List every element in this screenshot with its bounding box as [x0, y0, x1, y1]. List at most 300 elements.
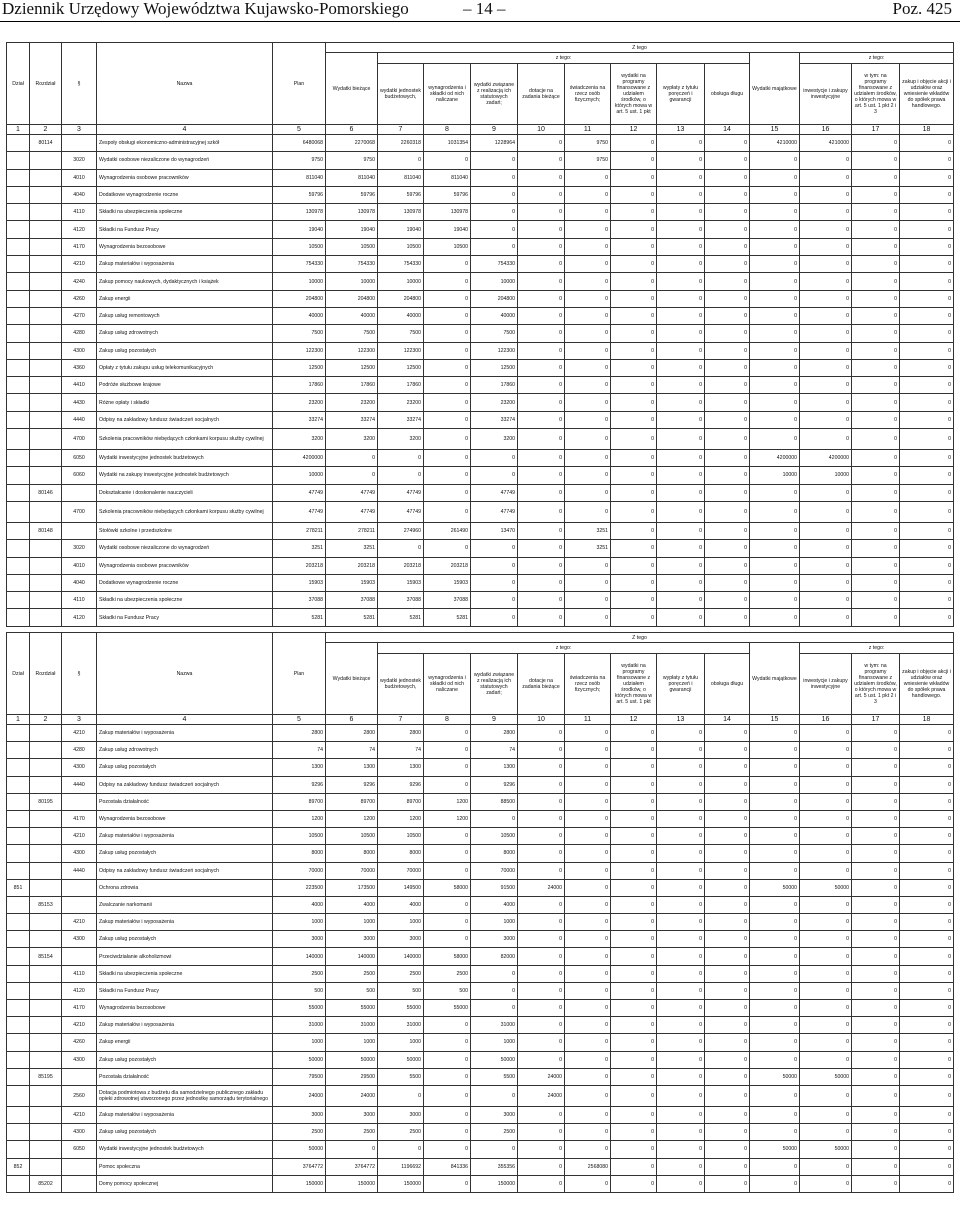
cell-dzial [7, 931, 30, 948]
cell-paragraf: 3020 [62, 540, 97, 557]
cell-value: 0 [565, 359, 611, 376]
cell-value: 2800 [378, 725, 424, 742]
cell-value: 15903 [326, 574, 378, 591]
table-row [7, 1051, 954, 1068]
table-row [7, 290, 954, 307]
column-number: 11 [565, 125, 611, 135]
header-nazwa: Nazwa [97, 43, 273, 125]
cell-value: 0 [657, 845, 705, 862]
cell-value: 50000 [750, 1068, 800, 1085]
cell-value: 0 [750, 896, 800, 913]
cell-value: 0 [657, 204, 705, 221]
cell-value: 0 [518, 307, 565, 324]
cell-value: 10000 [471, 273, 518, 290]
cell-value: 0 [518, 1158, 565, 1175]
cell-value: 0 [852, 1106, 900, 1123]
cell-nazwa: Pomoc społeczna [97, 1158, 273, 1175]
cell-nazwa: Wynagrodzenia osobowe pracowników [97, 169, 273, 186]
cell-value: 0 [705, 1085, 750, 1106]
cell-value: 24000 [518, 1068, 565, 1085]
table-row [7, 1158, 954, 1175]
cell-paragraf: 4270 [62, 307, 97, 324]
cell-nazwa: Zakup materiałów i wyposażenia [97, 725, 273, 742]
cell-nazwa: Zakup usług remontowych [97, 307, 273, 324]
cell-value: 0 [518, 965, 565, 982]
cell-value: 1200 [326, 810, 378, 827]
cell-value: 50000 [471, 1051, 518, 1068]
cell-rozdzial [30, 377, 62, 394]
cell-value: 0 [750, 204, 800, 221]
cell-value: 0 [565, 914, 611, 931]
cell-nazwa: Różne opłaty i składki [97, 394, 273, 411]
cell-value: 0 [326, 1141, 378, 1158]
column-number: 8 [424, 715, 471, 725]
cell-value: 0 [750, 1017, 800, 1034]
cell-value: 47749 [326, 501, 378, 522]
cell-value: 0 [657, 342, 705, 359]
cell-rozdzial [30, 307, 62, 324]
header-wynagrodzenia: wynagrodzenia i składki od nich naliczane [424, 64, 471, 125]
cell-value: 0 [657, 1124, 705, 1141]
cell-nazwa: Dodatkowe wynagrodzenie roczne [97, 186, 273, 203]
cell-value: 0 [565, 186, 611, 203]
table-row [7, 450, 954, 467]
cell-value: 0 [750, 411, 800, 428]
journal-title: Dziennik Urzędowy Województwa Kujawsko-Pomorskiego [2, 0, 409, 18]
cell-value: 0 [800, 256, 852, 273]
cell-value: 59796 [424, 186, 471, 203]
cell-value: 0 [611, 467, 657, 484]
cell-value: 0 [800, 1017, 852, 1034]
cell-value: 0 [800, 1175, 852, 1192]
cell-value: 5500 [378, 1068, 424, 1085]
cell-value: 0 [852, 394, 900, 411]
cell-rozdzial [30, 965, 62, 982]
cell-value: 0 [750, 914, 800, 931]
cell-value: 0 [900, 450, 954, 467]
cell-value: 0 [611, 862, 657, 879]
header-wydatki-biezace: Wydatki bieżące [326, 643, 378, 715]
cell-value: 0 [705, 759, 750, 776]
header-dlug: obsługa długu [705, 64, 750, 125]
cell-value: 0 [750, 522, 800, 539]
header-dzial: Dział [7, 43, 30, 125]
cell-value: 0 [852, 256, 900, 273]
cell-value: 0 [900, 862, 954, 879]
cell-value: 3251 [326, 540, 378, 557]
cell-value: 0 [900, 256, 954, 273]
cell-value: 15903 [273, 574, 326, 591]
column-number-row [7, 715, 954, 725]
cell-value: 0 [900, 135, 954, 152]
cell-value: 0 [800, 574, 852, 591]
cell-value: 0 [852, 450, 900, 467]
budget-table-sheet-a [6, 42, 953, 628]
cell-rozdzial [30, 204, 62, 221]
cell-value: 0 [565, 204, 611, 221]
cell-value: 0 [424, 1106, 471, 1123]
cell-nazwa: Dokształcanie i doskonalenie nauczycieli [97, 484, 273, 501]
cell-rozdzial [30, 152, 62, 169]
cell-value: 3000 [326, 931, 378, 948]
cell-nazwa: Stołówki szkolne i przedszkolne [97, 522, 273, 539]
cell-value: 0 [800, 914, 852, 931]
cell-value: 19040 [424, 221, 471, 238]
cell-value: 0 [705, 501, 750, 522]
cell-value: 0 [424, 1034, 471, 1051]
cell-value: 0 [900, 273, 954, 290]
cell-value: 40000 [326, 307, 378, 324]
cell-value: 47749 [273, 501, 326, 522]
cell-value: 0 [900, 776, 954, 793]
cell-rozdzial: 85195 [30, 1068, 62, 1085]
cell-nazwa: Składki na Fundusz Pracy [97, 221, 273, 238]
cell-value: 0 [518, 1106, 565, 1123]
cell-value: 150000 [273, 1175, 326, 1192]
cell-value: 0 [657, 1051, 705, 1068]
cell-value: 0 [800, 793, 852, 810]
cell-value: 0 [750, 725, 800, 742]
header-plan: Plan [273, 43, 326, 125]
cell-rozdzial [30, 450, 62, 467]
cell-value: 0 [705, 742, 750, 759]
cell-nazwa: Zakup materiałów i wyposażenia [97, 1017, 273, 1034]
cell-nazwa: Wynagrodzenia bezosobowe [97, 810, 273, 827]
cell-paragraf: 4440 [62, 862, 97, 879]
cell-value: 8000 [378, 845, 424, 862]
cell-dzial [7, 540, 30, 557]
cell-value: 0 [900, 810, 954, 827]
cell-value: 0 [657, 238, 705, 255]
table-row [7, 342, 954, 359]
cell-dzial [7, 1175, 30, 1192]
cell-value: 0 [900, 290, 954, 307]
cell-value: 0 [565, 896, 611, 913]
header-dzial: Dział [7, 633, 30, 715]
cell-value: 1300 [471, 759, 518, 776]
cell-value: 0 [705, 522, 750, 539]
cell-nazwa: Przeciwdziałanie alkoholizmowi [97, 948, 273, 965]
cell-value: 40000 [471, 307, 518, 324]
cell-value: 0 [471, 540, 518, 557]
cell-value: 10000 [750, 467, 800, 484]
header-z-tego: Z tego [326, 633, 954, 643]
header-z-tego-biezace: z tego: [378, 53, 750, 64]
cell-value: 0 [750, 1124, 800, 1141]
cell-value: 3200 [273, 429, 326, 450]
cell-value: 0 [705, 307, 750, 324]
cell-value: 0 [471, 204, 518, 221]
column-number: 1 [7, 715, 30, 725]
cell-value: 0 [900, 1017, 954, 1034]
cell-value: 33274 [326, 411, 378, 428]
cell-value: 13470 [471, 522, 518, 539]
cell-value: 0 [424, 896, 471, 913]
cell-value: 0 [705, 1175, 750, 1192]
cell-value: 841336 [424, 1158, 471, 1175]
cell-value: 0 [518, 152, 565, 169]
cell-value: 0 [518, 1124, 565, 1141]
cell-value: 10000 [273, 467, 326, 484]
cell-value: 754330 [326, 256, 378, 273]
cell-value: 0 [518, 290, 565, 307]
page-number: – 14 – [463, 0, 506, 18]
cell-value: 0 [657, 742, 705, 759]
cell-value: 0 [852, 896, 900, 913]
cell-value: 0 [565, 776, 611, 793]
cell-dzial [7, 759, 30, 776]
cell-value: 55000 [326, 1000, 378, 1017]
table-row [7, 592, 954, 609]
header-rozdzial: Rozdział [30, 633, 62, 715]
cell-value: 0 [518, 273, 565, 290]
table-row [7, 135, 954, 152]
cell-value: 3000 [471, 1106, 518, 1123]
cell-dzial [7, 307, 30, 324]
cell-paragraf: 4260 [62, 1034, 97, 1051]
cell-value: 0 [657, 169, 705, 186]
cell-value: 0 [565, 742, 611, 759]
cell-value: 0 [800, 186, 852, 203]
header-paragraf: § [62, 43, 97, 125]
cell-rozdzial [30, 290, 62, 307]
cell-rozdzial [30, 394, 62, 411]
cell-value: 0 [800, 862, 852, 879]
cell-value: 0 [705, 1124, 750, 1141]
cell-value: 24000 [273, 1085, 326, 1106]
cell-value: 55000 [378, 1000, 424, 1017]
cell-value: 0 [424, 1085, 471, 1106]
cell-value: 17860 [378, 377, 424, 394]
cell-value: 0 [518, 609, 565, 626]
table-row [7, 862, 954, 879]
table-row [7, 1141, 954, 1158]
cell-value: 0 [800, 1106, 852, 1123]
cell-value: 0 [565, 450, 611, 467]
cell-value: 0 [657, 725, 705, 742]
cell-value: 0 [518, 450, 565, 467]
cell-dzial [7, 501, 30, 522]
cell-value: 0 [611, 411, 657, 428]
cell-value: 0 [657, 429, 705, 450]
cell-paragraf: 4110 [62, 965, 97, 982]
cell-value: 150000 [378, 1175, 424, 1192]
cell-value: 0 [852, 1017, 900, 1034]
header-inwestycje: inwestycje i zakupy inwestycyjne [800, 654, 852, 715]
cell-value: 0 [900, 1175, 954, 1192]
cell-value: 0 [900, 574, 954, 591]
table-row [7, 411, 954, 428]
cell-value: 70000 [273, 862, 326, 879]
cell-value: 149500 [378, 879, 424, 896]
cell-value: 37088 [424, 592, 471, 609]
cell-value: 0 [657, 1000, 705, 1017]
cell-dzial [7, 948, 30, 965]
cell-value: 9296 [471, 776, 518, 793]
cell-value: 1200 [424, 810, 471, 827]
cell-dzial [7, 429, 30, 450]
cell-value: 0 [518, 725, 565, 742]
column-number: 4 [97, 125, 273, 135]
cell-value: 0 [800, 169, 852, 186]
cell-nazwa: Zakup materiałów i wyposażenia [97, 828, 273, 845]
cell-value: 0 [611, 307, 657, 324]
cell-value: 0 [750, 1175, 800, 1192]
cell-nazwa: Wydatki inwestycyjne jednostek budżetowych [97, 450, 273, 467]
cell-dzial [7, 342, 30, 359]
cell-value: 0 [565, 394, 611, 411]
cell-value: 0 [750, 256, 800, 273]
cell-value: 0 [565, 592, 611, 609]
cell-paragraf [62, 879, 97, 896]
cell-paragraf [62, 948, 97, 965]
cell-value: 0 [900, 1000, 954, 1017]
cell-value: 0 [424, 307, 471, 324]
cell-value: 0 [611, 169, 657, 186]
column-number: 13 [657, 715, 705, 725]
cell-value: 0 [705, 1034, 750, 1051]
cell-value: 0 [750, 557, 800, 574]
cell-value: 0 [471, 169, 518, 186]
cell-value: 0 [565, 574, 611, 591]
cell-value: 0 [518, 411, 565, 428]
cell-value: 0 [900, 1034, 954, 1051]
cell-value: 500 [326, 982, 378, 999]
column-number: 9 [471, 715, 518, 725]
cell-paragraf [62, 1158, 97, 1175]
cell-value: 0 [705, 1051, 750, 1068]
cell-nazwa: Ochrona zdrowia [97, 879, 273, 896]
cell-value: 5281 [273, 609, 326, 626]
cell-dzial [7, 411, 30, 428]
cell-value: 0 [471, 574, 518, 591]
cell-value: 0 [657, 965, 705, 982]
cell-value: 0 [852, 501, 900, 522]
cell-nazwa: Odpisy na zakładowy fundusz świadczeń socjalnych [97, 862, 273, 879]
cell-value: 0 [611, 135, 657, 152]
cell-value: 130978 [326, 204, 378, 221]
cell-value: 0 [705, 965, 750, 982]
cell-value: 24000 [326, 1085, 378, 1106]
cell-value: 0 [611, 896, 657, 913]
cell-value: 59796 [378, 186, 424, 203]
cell-value: 0 [900, 914, 954, 931]
cell-value: 0 [900, 204, 954, 221]
cell-value: 0 [471, 186, 518, 203]
cell-value: 0 [750, 1051, 800, 1068]
cell-value: 0 [705, 914, 750, 931]
cell-value: 0 [750, 776, 800, 793]
cell-value: 12500 [471, 359, 518, 376]
cell-value: 0 [852, 965, 900, 982]
cell-rozdzial [30, 501, 62, 522]
cell-value: 3000 [273, 931, 326, 948]
cell-value: 31000 [273, 1017, 326, 1034]
cell-value: 0 [705, 810, 750, 827]
cell-value: 0 [611, 982, 657, 999]
cell-rozdzial: 80148 [30, 522, 62, 539]
cell-value: 40000 [378, 307, 424, 324]
cell-value: 0 [518, 1034, 565, 1051]
cell-value: 0 [518, 862, 565, 879]
cell-nazwa: Podróże służbowe krajowe [97, 377, 273, 394]
cell-dzial [7, 1141, 30, 1158]
cell-value: 0 [657, 931, 705, 948]
cell-nazwa: Składki na ubezpieczenia społeczne [97, 965, 273, 982]
cell-value: 0 [657, 359, 705, 376]
cell-value: 50000 [326, 1051, 378, 1068]
cell-value: 0 [657, 1175, 705, 1192]
cell-value: 0 [852, 221, 900, 238]
cell-value: 0 [800, 592, 852, 609]
cell-value: 0 [611, 377, 657, 394]
cell-value: 0 [657, 307, 705, 324]
cell-paragraf: 4120 [62, 982, 97, 999]
cell-value: 0 [852, 186, 900, 203]
cell-value: 0 [705, 592, 750, 609]
cell-dzial [7, 377, 30, 394]
cell-value: 0 [705, 135, 750, 152]
cell-value: 0 [471, 1085, 518, 1106]
cell-rozdzial [30, 879, 62, 896]
cell-value: 40000 [273, 307, 326, 324]
cell-value: 0 [705, 152, 750, 169]
header-wydatki-biezace: Wydatki bieżące [326, 53, 378, 125]
header-z-tego-majatkowe: z tego: [800, 53, 954, 64]
cell-value: 0 [471, 221, 518, 238]
cell-value: 0 [705, 290, 750, 307]
cell-value: 0 [518, 342, 565, 359]
cell-dzial [7, 273, 30, 290]
column-number: 16 [800, 125, 852, 135]
cell-value: 0 [518, 776, 565, 793]
cell-nazwa: Zakup materiałów i wyposażenia [97, 256, 273, 273]
cell-value: 0 [852, 845, 900, 862]
cell-value: 0 [424, 914, 471, 931]
cell-value: 0 [657, 1141, 705, 1158]
cell-value: 1000 [326, 1034, 378, 1051]
cell-value: 0 [565, 1051, 611, 1068]
cell-value: 204800 [378, 290, 424, 307]
cell-value: 0 [565, 948, 611, 965]
cell-value: 0 [565, 377, 611, 394]
header-akcje: zakup i objęcie akcji i udziałów oraz wniesienie wkładów do spółek prawa handlowego. [900, 654, 954, 715]
cell-value: 4210000 [800, 135, 852, 152]
cell-rozdzial [30, 592, 62, 609]
cell-value: 0 [657, 759, 705, 776]
cell-value: 2260318 [378, 135, 424, 152]
cell-value: 130978 [424, 204, 471, 221]
cell-value: 0 [611, 759, 657, 776]
cell-value: 4000 [471, 896, 518, 913]
cell-nazwa: Zakup usług pozostałych [97, 759, 273, 776]
column-number: 7 [378, 715, 424, 725]
column-number: 12 [611, 125, 657, 135]
cell-value: 0 [800, 429, 852, 450]
cell-value: 0 [750, 1158, 800, 1175]
cell-value: 1200 [273, 810, 326, 827]
cell-value: 0 [424, 1175, 471, 1192]
cell-value: 0 [611, 540, 657, 557]
cell-value: 203218 [326, 557, 378, 574]
cell-value: 0 [900, 540, 954, 557]
cell-value: 0 [852, 290, 900, 307]
cell-paragraf: 4260 [62, 290, 97, 307]
cell-value: 7500 [378, 325, 424, 342]
cell-value: 0 [800, 540, 852, 557]
column-number: 8 [424, 125, 471, 135]
cell-value: 0 [800, 152, 852, 169]
